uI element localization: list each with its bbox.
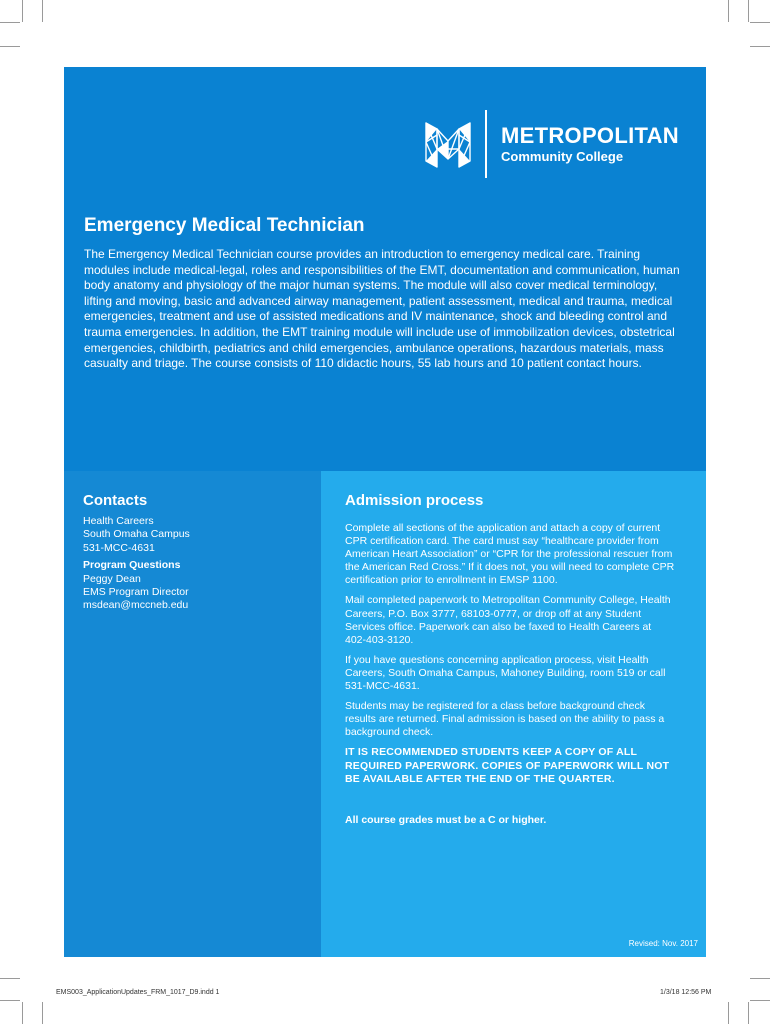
crop-mark [728, 1002, 729, 1024]
revised-date: Revised: Nov. 2017 [628, 939, 698, 948]
crop-mark [22, 1002, 23, 1024]
crop-mark [0, 46, 20, 47]
director-name: Peggy Dean [83, 572, 141, 585]
grades-requirement: All course grades must be a C or higher. [345, 813, 547, 826]
contact-campus: South Omaha Campus [83, 528, 190, 541]
admission-paragraph: If you have questions concerning application process, visit Health Careers, South Omaha Campus, Mahoney Building, room 519 or call 531-MCC-4631. [345, 653, 666, 693]
crop-mark [750, 978, 770, 979]
admission-details [345, 522, 675, 834]
crop-mark [0, 1000, 20, 1001]
crop-mark [748, 0, 749, 22]
contact-department: Health Careers [83, 515, 154, 527]
college-name: METROPOLITAN [501, 123, 679, 148]
metropolitan-m-mark-icon [425, 119, 471, 171]
admission-paragraph: Complete all sections of the application and attach a copy of current CPR certification card. The card must say “healthcare provider from American Heart Association” or “CPR for the professional rescuer from the American Red Cross.” If it does not, you will need to complete CPR certification prior to enrollment in EMSP 1100. [345, 522, 675, 587]
crop-mark [0, 22, 20, 23]
contact-phone[interactable]: 531-MCC-4631 [83, 541, 155, 554]
crop-mark [0, 978, 20, 979]
crop-mark [750, 22, 770, 23]
contact-email-link[interactable]: msdean@mccneb.edu [83, 599, 189, 612]
crop-mark [750, 46, 770, 47]
logo-divider [485, 110, 487, 178]
admission-paragraph: Students may be registered for a class before background check results are returned. Final admission is based on the ability to pass a background check. [345, 700, 665, 739]
crop-mark [22, 0, 23, 22]
course-header-panel [64, 67, 706, 471]
admission-heading: Admission process [345, 492, 484, 509]
contacts-panel [64, 471, 321, 957]
crop-mark [42, 1002, 43, 1024]
director-title: EMS Program Director [83, 586, 189, 599]
course-description: The Emergency Medical Technician course provides an introduction to emergency medical care. Training modules include medical-legal, roles and responsibilities of the EMT, documentation and communication, human body anatomy and physiology of the major human systems. The module will also cover medical terminology, lifting and moving, basic and advanced airway management, patient assessment, medical and trauma, medical emergencies, treatment and use of assisted medications and IV maintenance, shock and bleeding control and trauma emergencies. In addition, the EMT training module will include use of immobilization devices, obstetrical emergencies, childbirth, pediatrics and child emergencies, ambulance operations, hazardous materials, mass casualty and triage. The course consists of 110 didactic hours, 55 lab hours and 10 patient contact hours. [84, 247, 680, 371]
program-questions-heading: Program Questions [83, 559, 181, 572]
crop-mark [42, 0, 43, 22]
admission-paragraph: Mail completed paperwork to Metropolitan Community College, Health Careers, P.O. Box 3777, 68103-0777, or drop off at any Student Services office. Paperwork can also be faxed to Health Careers at 402-403-3120. [345, 594, 671, 646]
college-subtitle: Community College [501, 149, 624, 164]
crop-mark [748, 1002, 749, 1024]
contacts-heading: Contacts [83, 492, 148, 509]
crop-mark [750, 1000, 770, 1001]
page-title: Emergency Medical Technician [84, 215, 365, 236]
admission-panel [321, 471, 706, 957]
contacts-details [83, 515, 313, 613]
print-slug-filename: EMS003_ApplicationUpdates_FRM_1017_D9.indd 1 [56, 989, 220, 996]
paperwork-notice: IT IS RECOMMENDED STUDENTS KEEP A COPY OF ALL REQUIRED PAPERWORK. COPIES OF PAPERWORK WILL NOT BE AVAILABLE AFTER THE END OF THE QUARTER. [345, 746, 670, 785]
print-slug-timestamp: 1/3/18 12:56 PM [660, 989, 712, 996]
crop-mark [728, 0, 729, 22]
